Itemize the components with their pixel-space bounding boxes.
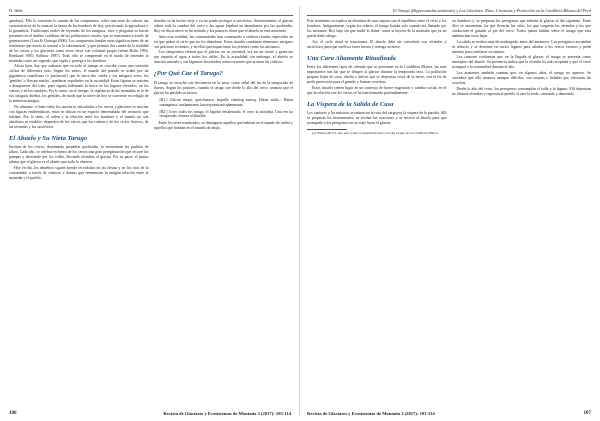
paragraph: Los cantores confirman que, en la llegada al glaciar, el tarugo se presenta como mensajero del abuelo. Su presencia indica que la ofrenda ha sido aceptada y que el cerro protegerá a la comunidad durante el año. — [451, 55, 591, 70]
paragraph: Los campesinos relatan que el glaciar, en su juventud, era un ser fuerte y generoso que repartía el agua a todos los valles. En la actualidad, sin embargo, el abuelo se muestra cansado y sus lágrimas descienden como torrentes que arrasan los cultivos. — [153, 50, 293, 65]
paragraph: La salida se realiza muy de madrugada, antes del amanecer. Los peregrinos ascienden en silencio y se detienen en varios lugares para saludar a los cerros vecinos y pedir permiso para continuar su camino. — [451, 39, 591, 54]
page-number: 106 — [9, 411, 17, 416]
paragraph: Entre los seres nombrados, se distinguen aquellos que habitan en el mundo de arriba y aquellos que habitan en el mundo de abajo. — [153, 121, 293, 131]
running-head — [307, 8, 591, 16]
left-page-columns — [9, 19, 293, 411]
paragraph: Hoy en día, los abuelitos siguen siendo recordados en las fiestas y en los ritos de la comunidad, a través de cánticos y danzas que rememoran la antigua relación entre la montaña y el pueblo. — [9, 165, 149, 180]
paragraph: los hombres y, se preparan los peregrinos que subirán al glaciar al día siguiente. Entre ellos se encuentran los que llevarán las velas, los que cargarán las ofrendas y los que conducirán el ganado al pie del cerro. Todos juntos hablan sobre el tarugo que esta mañana han visto bajar. — [451, 19, 591, 38]
page-number: 107 — [583, 411, 591, 416]
paragraph: El tarugo se escucha con frecuencia en la zona, como señal del fin de la temporada de lluvias. Según los pastores, cuando el tarugo cae desde lo alto del cerro, anuncia que el glaciar ha perdido su fuerza. — [153, 80, 293, 95]
footnote: (1) Wakai (2017): una nota sobre la denominación local del tarugo en la Cordillera Blanca. — [312, 131, 440, 136]
right-column-1 — [307, 19, 447, 411]
left-column-2 — [154, 19, 294, 411]
running-head-title: El Tarugo (Hippocamelus antisensis) y Los Glaciares: Ritos, Creencias y Protección en la Cordillera Blanca del Perú — [393, 8, 591, 13]
paragraph: Ante esta realidad, las comunidades han comenzado a realizar rituales especiales en los que piden al cerro que no los abandone. Estos rituales combinan elementos antiguos con prácticas recientes, y en ellos participan tanto los jóvenes como los ancianos. — [153, 34, 293, 49]
paragraph: Los cantores y los músicos se reúnen en la casa del carguyoq la víspera de la partida. Allí se preparan los instrumentos, se recitan las oraciones y se invoca al abuelo para que acompañe a los peregrinos en su viaje hacia el glaciar. — [307, 111, 447, 126]
section-heading: El Abuelo y Su Nieta Tarugo — [9, 134, 88, 142]
paragraph: quechua). Ello lo convierte lo común de los compuestos, sobre una serie de valores tan característicos de la zona en la fauna de los hombres de hoy, practicando la agricultura y la ganadería. Tradiciones orales de leyendas de los antiguos, ritos y plegarias se hacen presentes en el ámbito cotidiano de las poblaciones rurales, que se transmiten a través de generaciones (Lara & Quiroga 2006). Los compuestos fundan estas significaciones de un fenómeno que asocia lo natural a lo sobrenatural, y que permite dar cuenta de la realidad de los cerros y los glaciares como seres vivos con voluntad propia (véase Bolin 1992; Reinhard 1985; Sallnow 1987). Todo ello se comprende en el modo de entender la montaña como ser sagrado, que vigila y protege a los hombres. — [9, 19, 149, 63]
paragraph: Estos rituales tienen lugar en un contexto de fuerte migración y cambio social, en el que la relación con los cerros se ha transformado profundamente. — [307, 85, 447, 95]
example-quote: [R2.] Cerro todos los tarugo, el bajador desalentado, el cerro la moraleja. Una vez ha recuperado, retorna al abuelito. — [159, 109, 293, 119]
section-heading: Una Cara Altamente Ritualizada — [307, 54, 396, 62]
paragraph: Desde lo alto del cerro, los peregrinos contemplan el valle y la laguna. Allí depositan las últimas ofrendas y regresan al pueblo al caer la tarde, cantando y danzando. — [451, 86, 591, 96]
paragraph: Este fenómeno se explica en términos de una ruptura con el equilibrio entre el cerro y los hombres. Antiguamente, según los relatos, el tarugo bajaba solo cuando era llamado por los ancianos. Hoy baja sin que nadie lo llame, como si huyera de la montaña que ya no puede darle abrigo. — [307, 19, 447, 38]
page-footer — [307, 411, 591, 417]
paragraph: Así, el ciclo ritual se transforma. El abuelo debe ser consolado con ofrendas y sacrificios para que vuelva a tener fuerza y retenga su nieve. — [307, 39, 447, 49]
journal-citation: Revista de Glaciares y Ecosistemas de Montaña 2 (2017): 103-114 — [163, 411, 291, 416]
footnote-rule — [307, 129, 347, 130]
paragraph: Entre los diferentes tipos de ofrenda que se presentan en la Cordillera Blanca, las más importantes son las que se dirigen al glaciar durante la temporada seca. La población prepara hojas de coca, chicha y dulces que se depositan cerca de la nieve, con el fin de pedir protección para el ganado y buenas cosechas. — [307, 65, 447, 84]
paragraph: Encima de los cerros, dominando pequeñas quebradas, se encuentran los pueblos de altura. Cada año, se celebra en honor de los cerros una gran peregrinación que recorre las pampas y desciende por los valles, llevando ofrendas al glaciar. Por su parte, el pastor afirma que el glaciar es el abuelo que todo lo observa. — [9, 145, 149, 165]
right-page-columns — [307, 19, 591, 411]
section-heading: ¿Por Qué Cae el Tarugo? — [153, 70, 223, 78]
paragraph: Ahora bien, hay que subrayar que en todo el tiempo se concibe como una sucesión cíclica de diferentes eras. Según los mitos, el mundo del pasado se acabó por un gigantesco cataclismo (o 'pachacuti') que la tierra dio vuelta y los antiguos seres, los 'gentiles' o 'ñawpa machu', quedaron sepultados en la oscuridad. Estas figuras se resisten a desaparecer del todo, pues siguen habitando la tierra en los lugares elevados, en las cuevas y en las cumbres. Por lo tanto, en el tiempo, la vigilancia de las montañas es la de sus antiguos dueños, los gentiles, de modo que la nieve de hoy se convierte en refugio de la memoria antigua. — [9, 64, 149, 104]
right-column-2 — [452, 19, 592, 411]
example-quote: [R1.] Glaciar tinqui, qarichanaya. Inqailla chankag sumaq. Hatun milla... Hatun sumaqninta, tauilanmanta, kawsayninta misqhanmanta. — [159, 97, 293, 107]
page-footer — [9, 411, 291, 417]
paragraph: No obstante, si bien todos los ancestros vinculados a los cerros y glaciares se asocian con figuras emblemáticas, estas se ubican en un espacio determinado del territorio que habitan. Por lo tanto, el orden y la relación entre los hombres y el mundo no son absolutos ni estables: dependen de los cerros que los rodean y de los ciclos festivos, de las ofrendas y los sacrificios. — [9, 104, 149, 129]
right-page — [300, 0, 600, 421]
left-column-1 — [9, 19, 149, 411]
journal-citation: Revista de Glaciares y Ecosistemas de Montaña 2 (2017): 103-114 — [307, 411, 435, 416]
running-head-author: D. Wake — [9, 8, 24, 13]
section-heading: La Víspera de la Salida de Casa — [307, 100, 394, 108]
running-head — [9, 8, 293, 16]
paragraph: Los asistentes también cuentan que, en algunos años, el tarugo no aparece. Se considera que ello anuncia tiempos difíciles, con sequías o heladas que afectarán las cosechas. — [451, 70, 591, 85]
paragraph: abuelito se ha hecho viejo y ya no puede proteger a sus nietos. Anteriormente, el glaciar cubría toda la cumbre del cerro y las aguas bajaban en abundancia por las quebradas. Hoy en día la nieve se ha retirado y los pastores dicen que el abuelo se está muriendo. — [153, 19, 293, 33]
